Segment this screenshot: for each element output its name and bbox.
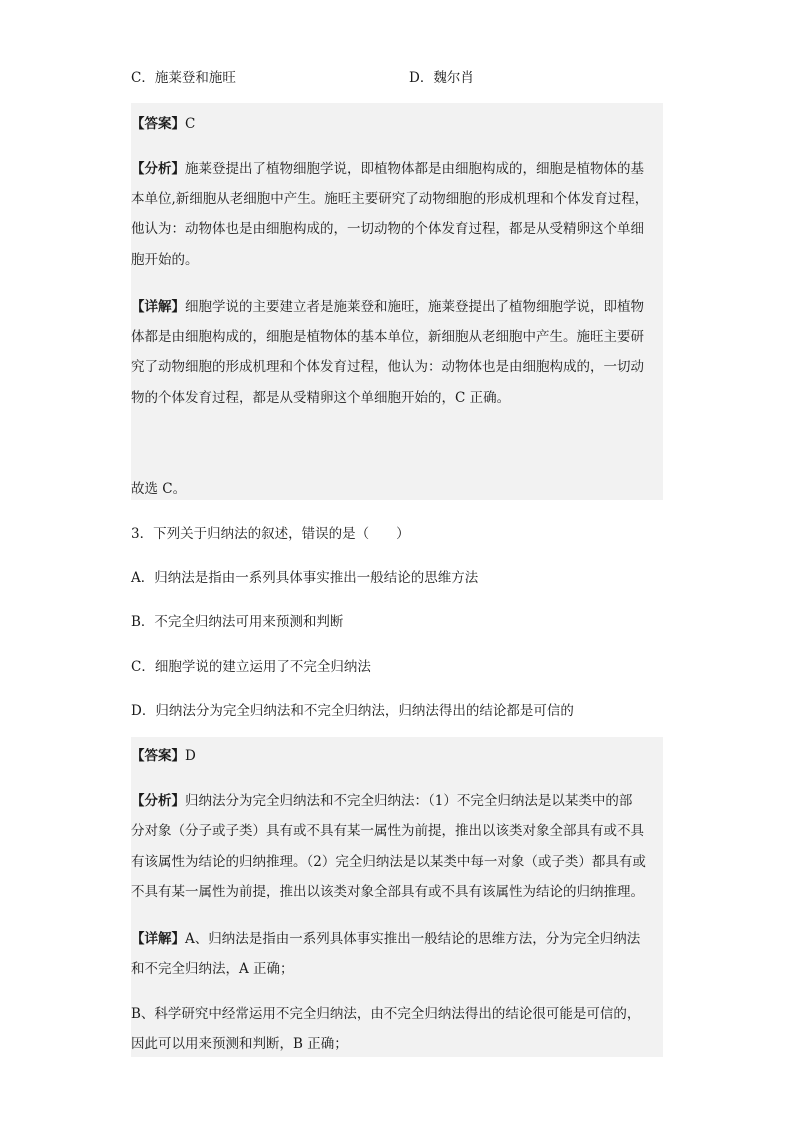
q3-detail-a-line-1: 【详解】A、归纳法是指由一系列具体事实推出一般结论的思维方法，分为完全归纳法	[131, 931, 641, 947]
q3-option-a: A．归纳法是指由一系列具体事实推出一般结论的思维方法	[131, 570, 479, 586]
q3-detail-a-line-2: 和不完全归纳法，A 正确；	[131, 961, 294, 977]
q2-detail-line-4: 物的个体发育过程，都是从受精卵这个单细胞开始的，C 正确。	[131, 390, 511, 406]
q2-analysis-line-1: 【分析】施莱登提出了植物细胞学说，即植物体都是由细胞构成的，细胞是植物体的基	[131, 161, 644, 177]
answer-value: C	[185, 116, 196, 132]
q2-detail-line-2: 体都是由细胞构成的，细胞是植物体的基本单位，新细胞从老细胞中产生。施旺主要研	[131, 329, 644, 345]
detail-tag: 【详解】	[131, 299, 185, 315]
answer-tag: 【答案】	[131, 116, 185, 132]
analysis-tag: 【分析】	[131, 793, 185, 809]
q2-conclusion: 故选 C。	[131, 481, 187, 497]
q3-analysis-line-1: 【分析】归纳法分为完全归纳法和不完全归纳法：（1）不完全归纳法是以某类中的部	[131, 793, 633, 809]
q2-option-c: C．施莱登和施旺	[131, 70, 236, 86]
q2-answer	[131, 112, 195, 132]
analysis-tag: 【分析】	[131, 161, 185, 177]
q2-analysis-line-2: 本单位,新细胞从老细胞中产生。施旺主要研究了动物细胞的形成机理和个体发育过程，	[131, 191, 649, 207]
q3-stem: 3．下列关于归纳法的叙述，错误的是（ ）	[131, 526, 410, 542]
q3-analysis-line-2: 分对象（分子或子类）具有或不具有某一属性为前提，推出以该类对象全部具有或不具	[131, 823, 644, 839]
answer-value: D	[185, 748, 196, 764]
q3-analysis-line-3: 有该属性为结论的归纳推理。（2）完全归纳法是以某类中每一对象（或子类）都具有或	[131, 854, 646, 870]
q2-option-d: D．魏尔肖	[409, 70, 474, 86]
q2-detail-line-3: 究了动物细胞的形成机理和个体发育过程，他认为：动物体也是由细胞构成的，一切动	[131, 359, 644, 375]
q3-detail-b-line-1: B、科学研究中经常运用不完全归纳法，由不完全归纳法得出的结论很可能是可信的，	[131, 1006, 641, 1022]
q2-analysis-line-3: 他认为：动物体也是由细胞构成的，一切动物的个体发育过程，都是从受精卵这个单细	[131, 221, 644, 237]
q3-option-d: D．归纳法分为完全归纳法和不完全归纳法，归纳法得出的结论都是可信的	[131, 703, 574, 719]
answer-tag: 【答案】	[131, 748, 185, 764]
q3-analysis-line-4: 不具有某一属性为前提，推出以该类对象全部具有或不具有该属性为结论的归纳推理。	[131, 884, 644, 900]
q3-detail-b-line-2: 因此可以用来预测和判断，B 正确；	[131, 1036, 348, 1052]
detail-tag: 【详解】	[131, 931, 185, 947]
q3-answer	[131, 744, 196, 764]
q2-analysis-line-4: 胞开始的。	[131, 252, 199, 268]
q3-option-c: C．细胞学说的建立运用了不完全归纳法	[131, 659, 371, 675]
q3-option-b: B．不完全归纳法可用来预测和判断	[131, 614, 344, 630]
q2-detail-line-1: 【详解】细胞学说的主要建立者是施莱登和施旺，施莱登提出了植物细胞学说，即植物	[131, 299, 644, 315]
